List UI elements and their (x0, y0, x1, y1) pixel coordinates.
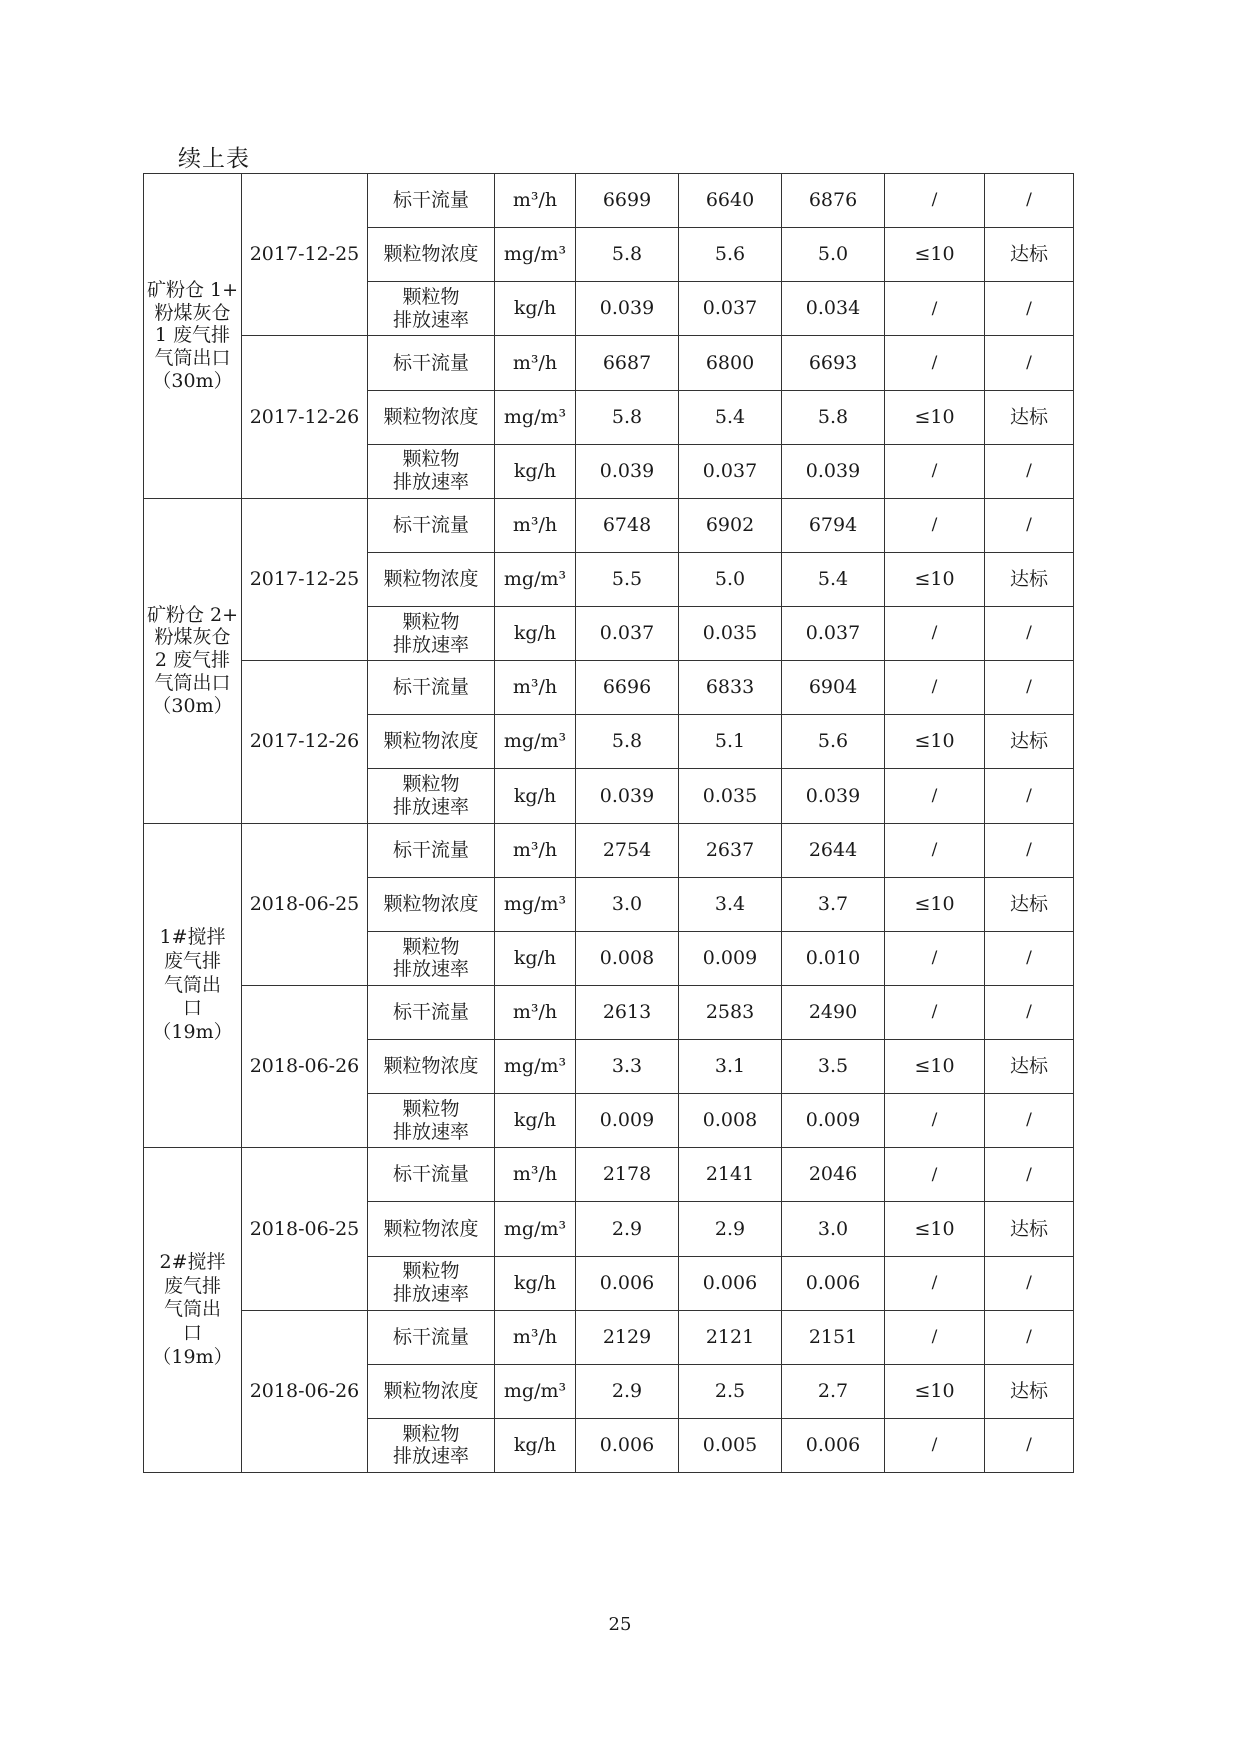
result-cell: / (985, 1310, 1074, 1364)
value-cell-1: 2.9 (576, 1202, 679, 1256)
parameter-cell (368, 661, 495, 715)
outlet-name-line: 粉煤灰仓 (154, 626, 231, 649)
outlet-name-line: 矿粉仓 2+ (146, 603, 239, 626)
limit-cell: / (885, 607, 985, 661)
value-cell-2: 0.035 (679, 769, 782, 823)
result-cell: / (985, 444, 1074, 498)
parameter-cell (368, 1256, 495, 1310)
unit-cell: m³/h (495, 1310, 576, 1364)
unit-cell: mg/m³ (495, 228, 576, 282)
value-cell-3: 2644 (782, 823, 885, 877)
parameter-label: 颗粒物浓度 (383, 1379, 479, 1402)
value-cell-2: 2583 (679, 985, 782, 1039)
value-cell-3: 0.006 (782, 1256, 885, 1310)
table-row (144, 498, 1074, 552)
result-cell: / (985, 985, 1074, 1039)
parameter-label: 颗粒物浓度 (383, 1055, 479, 1078)
value-cell-3: 2.7 (782, 1364, 885, 1418)
parameter-label: 排放速率 (392, 633, 469, 656)
result-cell: / (985, 1256, 1074, 1310)
unit-cell: m³/h (495, 823, 576, 877)
parameter-label: 排放速率 (392, 471, 469, 494)
value-cell-1: 2178 (576, 1148, 679, 1202)
unit-cell: mg/m³ (495, 715, 576, 769)
value-cell-3: 2151 (782, 1310, 885, 1364)
value-cell-3: 5.4 (782, 552, 885, 606)
unit-cell: kg/h (495, 769, 576, 823)
parameter-label: 标干流量 (392, 189, 469, 212)
value-cell-3: 0.039 (782, 769, 885, 823)
value-cell-1: 3.0 (576, 877, 679, 931)
value-cell-2: 2141 (679, 1148, 782, 1202)
outlet-name-line: 气筒出口 (154, 672, 231, 695)
parameter-label: 颗粒物 (402, 448, 460, 471)
unit-cell: mg/m³ (495, 1364, 576, 1418)
limit-cell: ≤10 (885, 1364, 985, 1418)
outlet-name-line: 2#搅拌 (159, 1250, 226, 1273)
unit-cell: kg/h (495, 444, 576, 498)
sampling-date-cell: 2018-06-26 (242, 1310, 368, 1472)
value-cell-2: 2637 (679, 823, 782, 877)
parameter-label: 颗粒物浓度 (383, 730, 479, 753)
result-cell: 达标 (985, 1040, 1074, 1094)
value-cell-3: 5.8 (782, 390, 885, 444)
value-cell-1: 0.037 (576, 607, 679, 661)
parameter-label: 颗粒物 (402, 610, 460, 633)
sampling-date-cell: 2017-12-25 (242, 174, 368, 336)
outlet-name-line: （19m） (152, 1021, 233, 1043)
value-cell-2: 0.006 (679, 1256, 782, 1310)
limit-cell: / (885, 661, 985, 715)
parameter-label: 排放速率 (392, 795, 469, 818)
value-cell-2: 2.5 (679, 1364, 782, 1418)
limit-cell: ≤10 (885, 1202, 985, 1256)
parameter-label: 颗粒物 (402, 935, 460, 958)
value-cell-2: 6833 (679, 661, 782, 715)
parameter-cell (368, 282, 495, 336)
limit-cell: / (885, 931, 985, 985)
outlet-name-line: 口 (182, 997, 202, 1020)
value-cell-1: 2129 (576, 1310, 679, 1364)
unit-cell: mg/m³ (495, 1040, 576, 1094)
parameter-cell (368, 228, 495, 282)
parameter-label: 颗粒物 (402, 1422, 460, 1445)
limit-cell: / (885, 1148, 985, 1202)
parameter-cell (368, 174, 495, 228)
parameter-label: 标干流量 (392, 513, 469, 536)
result-cell: / (985, 1418, 1074, 1472)
outlet-name-line: 1 废气排 (154, 324, 231, 347)
parameter-cell (368, 769, 495, 823)
parameter-cell (368, 1418, 495, 1472)
parameter-cell (368, 1094, 495, 1148)
result-cell: / (985, 1094, 1074, 1148)
value-cell-3: 0.006 (782, 1418, 885, 1472)
parameter-label: 颗粒物浓度 (383, 1217, 479, 1240)
outlet-name-cell (144, 174, 242, 499)
parameter-label: 标干流量 (392, 1163, 469, 1186)
outlet-name-line: 矿粉仓 1+ (146, 278, 239, 301)
parameter-cell (368, 823, 495, 877)
value-cell-1: 0.008 (576, 931, 679, 985)
table-row (144, 1148, 1074, 1202)
sampling-date-cell: 2018-06-26 (242, 985, 368, 1147)
parameter-label: 标干流量 (392, 1001, 469, 1024)
value-cell-1: 0.006 (576, 1418, 679, 1472)
value-cell-3: 3.0 (782, 1202, 885, 1256)
table-row (144, 336, 1074, 390)
outlet-name-cell (144, 823, 242, 1148)
limit-cell: ≤10 (885, 877, 985, 931)
parameter-cell (368, 1202, 495, 1256)
outlet-name-line: 1#搅拌 (159, 926, 226, 948)
unit-cell: kg/h (495, 1418, 576, 1472)
result-cell: / (985, 607, 1074, 661)
unit-cell: kg/h (495, 1094, 576, 1148)
outlet-name-cell (144, 498, 242, 823)
value-cell-2: 2.9 (679, 1202, 782, 1256)
limit-cell: ≤10 (885, 552, 985, 606)
outlet-name-line: 口 (182, 1322, 202, 1344)
table-row (144, 1310, 1074, 1364)
table-row (144, 985, 1074, 1039)
parameter-label: 标干流量 (392, 1325, 469, 1348)
value-cell-3: 0.009 (782, 1094, 885, 1148)
value-cell-3: 3.5 (782, 1040, 885, 1094)
outlet-name-line: 废气排 (163, 1274, 221, 1297)
parameter-cell (368, 1148, 495, 1202)
unit-cell: kg/h (495, 931, 576, 985)
value-cell-2: 5.4 (679, 390, 782, 444)
outlet-name-line: 气筒出口 (154, 347, 231, 370)
table-row (144, 174, 1074, 228)
parameter-label: 排放速率 (392, 1120, 469, 1143)
result-cell: 达标 (985, 877, 1074, 931)
table-row (144, 661, 1074, 715)
value-cell-2: 5.6 (679, 228, 782, 282)
unit-cell: kg/h (495, 1256, 576, 1310)
limit-cell: / (885, 1310, 985, 1364)
unit-cell: mg/m³ (495, 390, 576, 444)
value-cell-2: 3.4 (679, 877, 782, 931)
result-cell: / (985, 336, 1074, 390)
parameter-label: 颗粒物 (402, 1097, 460, 1120)
unit-cell: mg/m³ (495, 877, 576, 931)
parameter-cell (368, 390, 495, 444)
value-cell-3: 5.0 (782, 228, 885, 282)
value-cell-2: 0.005 (679, 1418, 782, 1472)
value-cell-1: 3.3 (576, 1040, 679, 1094)
result-cell: 达标 (985, 228, 1074, 282)
value-cell-2: 3.1 (679, 1040, 782, 1094)
value-cell-1: 2613 (576, 985, 679, 1039)
result-cell: / (985, 498, 1074, 552)
limit-cell: / (885, 823, 985, 877)
value-cell-2: 0.008 (679, 1094, 782, 1148)
value-cell-3: 2490 (782, 985, 885, 1039)
sampling-date-cell: 2017-12-26 (242, 661, 368, 823)
table-row (144, 823, 1074, 877)
value-cell-3: 2046 (782, 1148, 885, 1202)
parameter-label: 排放速率 (392, 1283, 469, 1306)
parameter-label: 排放速率 (392, 308, 469, 331)
parameter-label: 标干流量 (392, 351, 469, 374)
value-cell-2: 0.037 (679, 444, 782, 498)
parameter-label: 颗粒物 (402, 1260, 460, 1283)
parameter-cell (368, 985, 495, 1039)
limit-cell: ≤10 (885, 1040, 985, 1094)
parameter-cell (368, 1310, 495, 1364)
value-cell-1: 6696 (576, 661, 679, 715)
result-cell: 达标 (985, 552, 1074, 606)
table-body (144, 174, 1074, 1473)
limit-cell: / (885, 174, 985, 228)
emission-monitoring-table (143, 173, 1074, 1473)
value-cell-2: 2121 (679, 1310, 782, 1364)
value-cell-1: 2.9 (576, 1364, 679, 1418)
value-cell-1: 0.039 (576, 282, 679, 336)
value-cell-3: 6794 (782, 498, 885, 552)
parameter-cell (368, 552, 495, 606)
outlet-name-line: （30m） (152, 694, 233, 717)
value-cell-1: 2754 (576, 823, 679, 877)
result-cell: / (985, 174, 1074, 228)
parameter-label: 颗粒物 (402, 286, 460, 309)
value-cell-3: 6876 (782, 174, 885, 228)
unit-cell: mg/m³ (495, 552, 576, 606)
unit-cell: m³/h (495, 498, 576, 552)
value-cell-1: 0.039 (576, 444, 679, 498)
limit-cell: ≤10 (885, 715, 985, 769)
outlet-name-line: （19m） (152, 1345, 233, 1368)
result-cell: 达标 (985, 390, 1074, 444)
value-cell-2: 5.0 (679, 552, 782, 606)
value-cell-2: 0.035 (679, 607, 782, 661)
value-cell-2: 6902 (679, 498, 782, 552)
parameter-cell (368, 715, 495, 769)
parameter-label: 标干流量 (392, 676, 469, 699)
unit-cell: mg/m³ (495, 1202, 576, 1256)
unit-cell: m³/h (495, 1148, 576, 1202)
outlet-name-line: 废气排 (163, 949, 221, 972)
parameter-label: 标干流量 (392, 838, 469, 861)
value-cell-3: 6693 (782, 336, 885, 390)
result-cell: / (985, 769, 1074, 823)
result-cell: / (985, 823, 1074, 877)
limit-cell: / (885, 769, 985, 823)
sampling-date-cell: 2017-12-26 (242, 336, 368, 498)
parameter-cell (368, 498, 495, 552)
value-cell-2: 5.1 (679, 715, 782, 769)
parameter-cell (368, 607, 495, 661)
limit-cell: / (885, 1094, 985, 1148)
limit-cell: / (885, 1418, 985, 1472)
value-cell-1: 5.8 (576, 228, 679, 282)
value-cell-2: 6640 (679, 174, 782, 228)
limit-cell: / (885, 498, 985, 552)
result-cell: 达标 (985, 1202, 1074, 1256)
value-cell-3: 0.010 (782, 931, 885, 985)
parameter-label: 排放速率 (392, 1445, 469, 1468)
parameter-cell (368, 931, 495, 985)
parameter-label: 颗粒物浓度 (383, 892, 479, 915)
sampling-date-cell: 2018-06-25 (242, 1148, 368, 1310)
value-cell-3: 0.039 (782, 444, 885, 498)
value-cell-3: 0.034 (782, 282, 885, 336)
unit-cell: kg/h (495, 607, 576, 661)
outlet-name-line: 粉煤灰仓 (154, 301, 231, 324)
parameter-label: 颗粒物浓度 (383, 243, 479, 266)
sampling-date-cell: 2017-12-25 (242, 498, 368, 660)
result-cell: / (985, 661, 1074, 715)
unit-cell: m³/h (495, 985, 576, 1039)
unit-cell: m³/h (495, 174, 576, 228)
parameter-cell (368, 444, 495, 498)
limit-cell: ≤10 (885, 228, 985, 282)
parameter-cell (368, 1364, 495, 1418)
value-cell-1: 0.009 (576, 1094, 679, 1148)
value-cell-1: 0.006 (576, 1256, 679, 1310)
value-cell-1: 5.8 (576, 390, 679, 444)
table-caption: 续上表 (178, 146, 250, 172)
parameter-label: 颗粒物 (402, 773, 460, 796)
result-cell: 达标 (985, 715, 1074, 769)
sampling-date-cell: 2018-06-25 (242, 823, 368, 985)
result-cell: / (985, 1148, 1074, 1202)
limit-cell: / (885, 444, 985, 498)
parameter-label: 颗粒物浓度 (383, 568, 479, 591)
limit-cell: ≤10 (885, 390, 985, 444)
value-cell-1: 6748 (576, 498, 679, 552)
unit-cell: kg/h (495, 282, 576, 336)
value-cell-1: 5.5 (576, 552, 679, 606)
value-cell-3: 6904 (782, 661, 885, 715)
value-cell-2: 6800 (679, 336, 782, 390)
outlet-name-line: 气筒出 (163, 1298, 221, 1321)
parameter-cell (368, 1040, 495, 1094)
value-cell-2: 0.009 (679, 931, 782, 985)
page-number: 25 (608, 1614, 632, 1635)
value-cell-1: 6687 (576, 336, 679, 390)
parameter-cell (368, 336, 495, 390)
outlet-name-line: 气筒出 (163, 973, 221, 996)
parameter-label: 颗粒物浓度 (383, 405, 479, 428)
limit-cell: / (885, 985, 985, 1039)
limit-cell: / (885, 282, 985, 336)
value-cell-1: 0.039 (576, 769, 679, 823)
unit-cell: m³/h (495, 661, 576, 715)
value-cell-2: 0.037 (679, 282, 782, 336)
outlet-name-cell (144, 1148, 242, 1473)
result-cell: / (985, 931, 1074, 985)
limit-cell: / (885, 336, 985, 390)
value-cell-1: 5.8 (576, 715, 679, 769)
value-cell-3: 5.6 (782, 715, 885, 769)
result-cell: 达标 (985, 1364, 1074, 1418)
value-cell-3: 3.7 (782, 877, 885, 931)
value-cell-3: 0.037 (782, 607, 885, 661)
parameter-label: 排放速率 (392, 958, 469, 981)
result-cell: / (985, 282, 1074, 336)
value-cell-1: 6699 (576, 174, 679, 228)
outlet-name-line: 2 废气排 (154, 649, 231, 672)
parameter-cell (368, 877, 495, 931)
outlet-name-line: （30m） (152, 370, 233, 393)
limit-cell: / (885, 1256, 985, 1310)
unit-cell: m³/h (495, 336, 576, 390)
